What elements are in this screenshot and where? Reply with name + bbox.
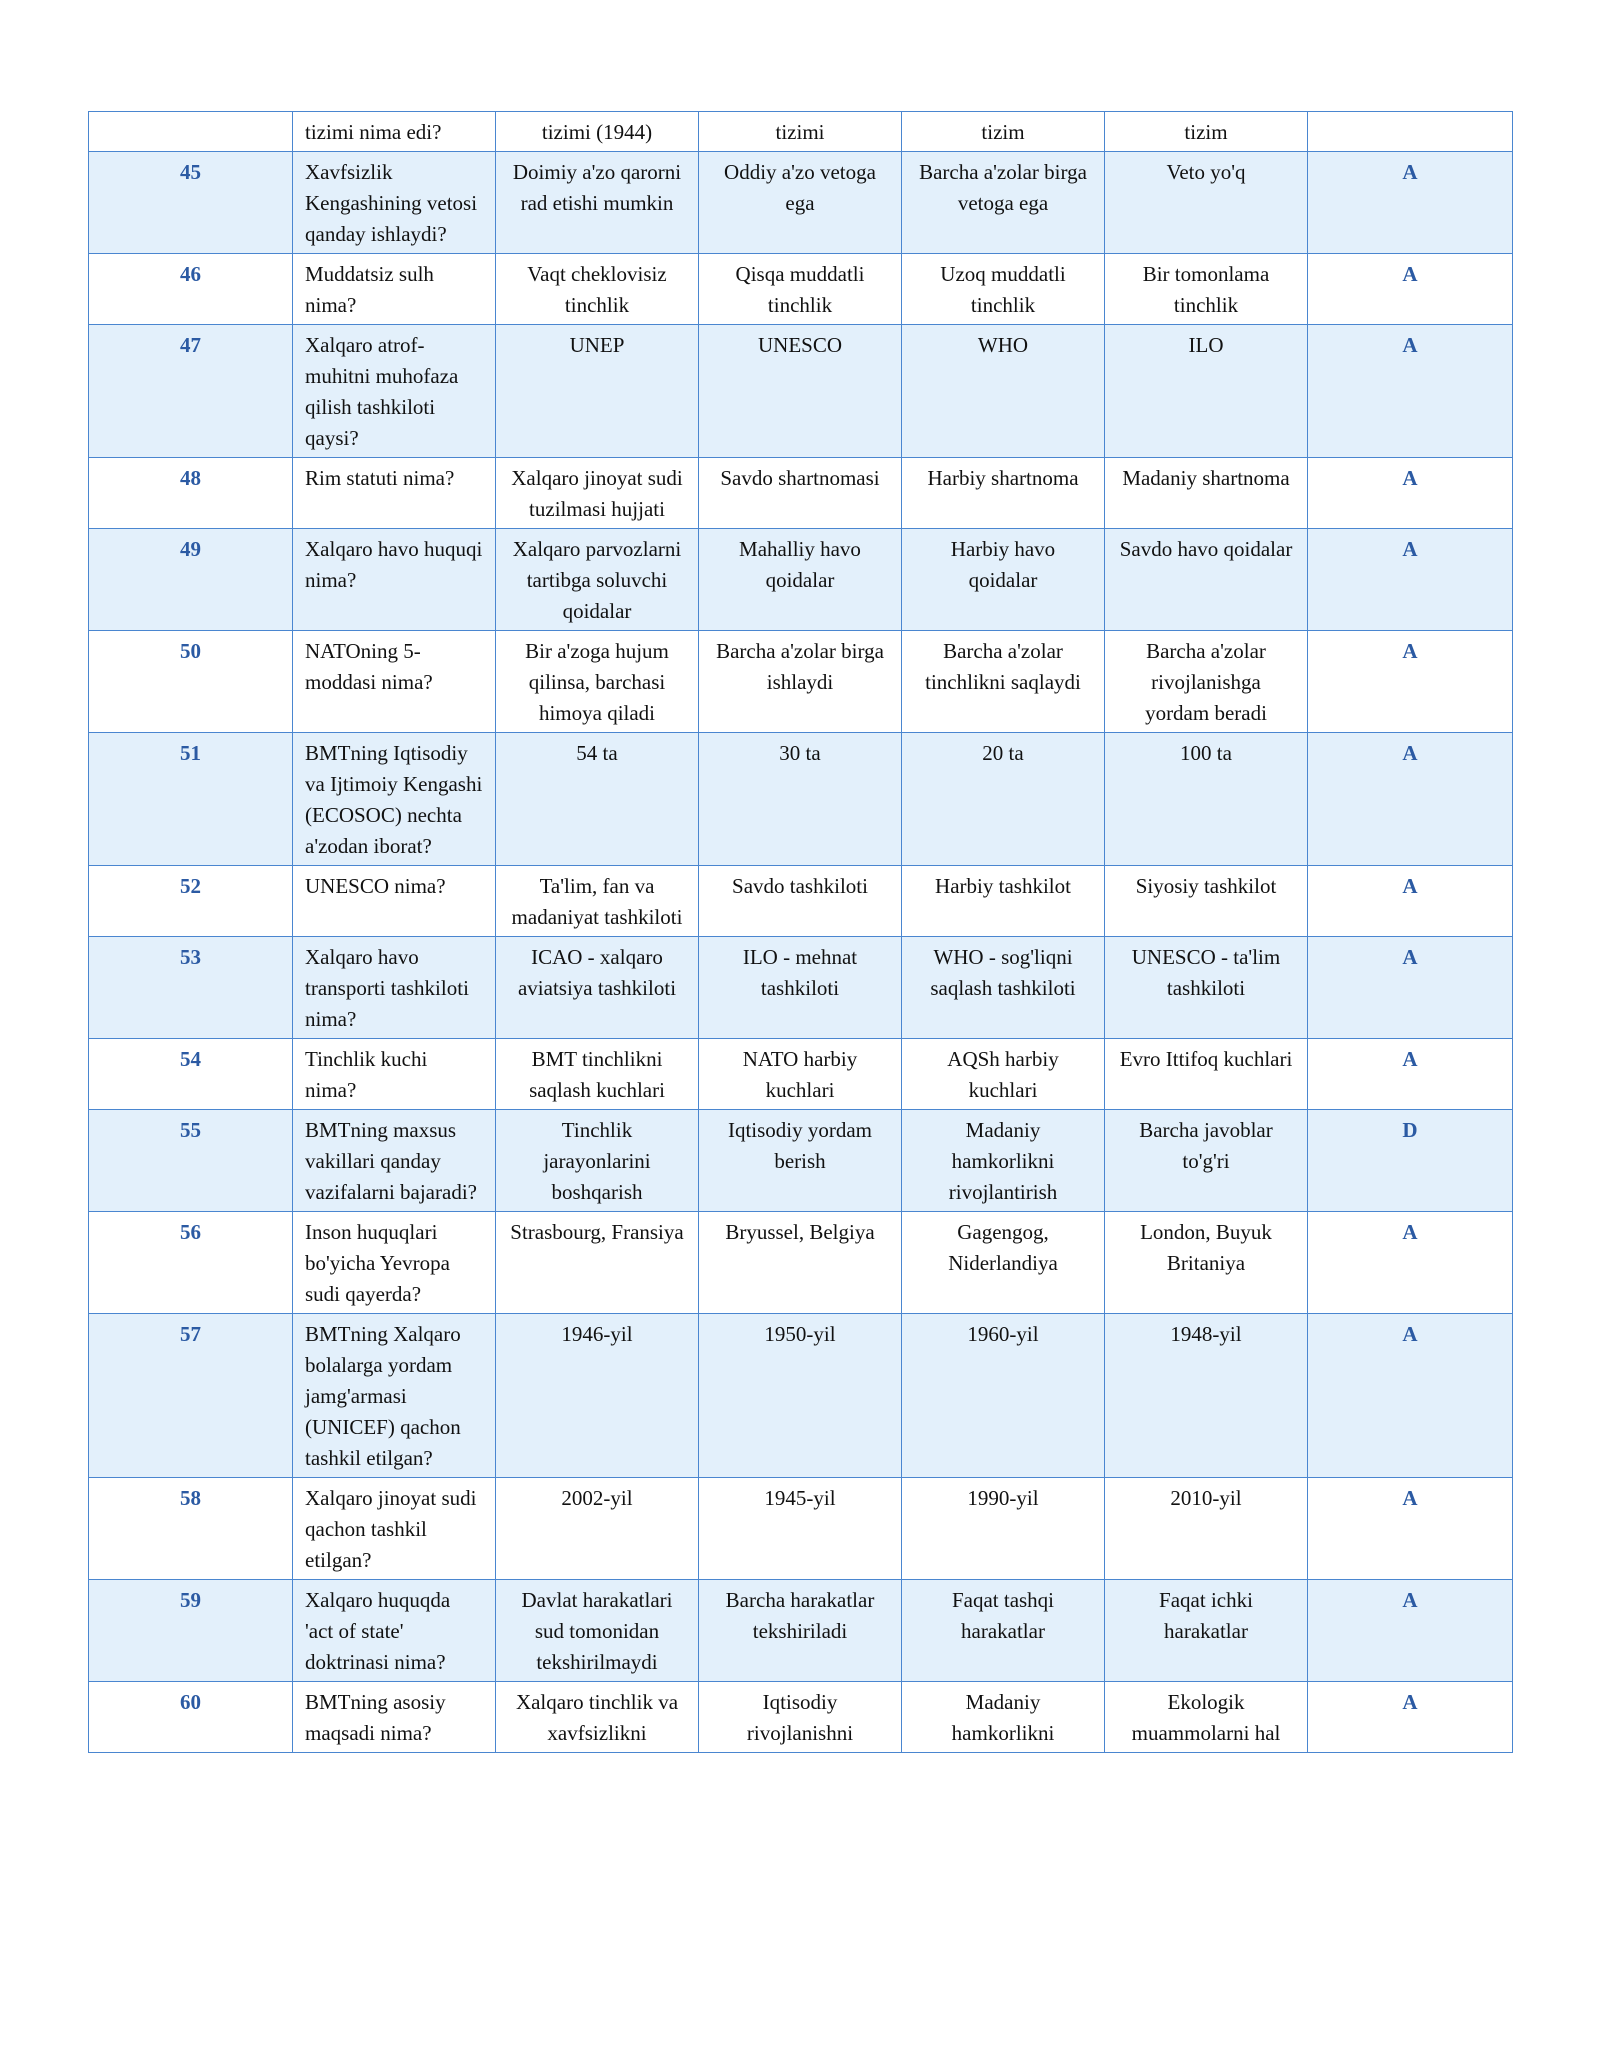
option-a: 54 ta: [496, 733, 699, 866]
table-row: [89, 1580, 1513, 1682]
question-text: Xalqaro huquqda 'act of state' doktrinasi nima?: [293, 1580, 496, 1682]
question-number: [89, 112, 293, 152]
question-text: Tinchlik kuchi nima?: [293, 1039, 496, 1110]
table-row: [89, 733, 1513, 866]
table-row: [89, 1682, 1513, 1753]
option-b: Qisqa muddatli tinchlik: [699, 254, 902, 325]
table-row: [89, 458, 1513, 529]
option-c: Madaniy hamkorlikni: [902, 1682, 1105, 1753]
option-d: UNESCO - ta'lim tashkiloti: [1105, 937, 1308, 1039]
option-b: NATO harbiy kuchlari: [699, 1039, 902, 1110]
correct-answer: A: [1308, 1039, 1513, 1110]
question-text: BMTning maxsus vakillari qanday vazifalarni bajaradi?: [293, 1110, 496, 1212]
question-number: 53: [89, 937, 293, 1039]
table-row: [89, 529, 1513, 631]
option-c: Barcha a'zolar tinchlikni saqlaydi: [902, 631, 1105, 733]
option-d: ILO: [1105, 325, 1308, 458]
correct-answer: A: [1308, 529, 1513, 631]
correct-answer: A: [1308, 866, 1513, 937]
option-c: WHO - sog'liqni saqlash tashkiloti: [902, 937, 1105, 1039]
option-b: UNESCO: [699, 325, 902, 458]
correct-answer: A: [1308, 458, 1513, 529]
option-b: Iqtisodiy rivojlanishni: [699, 1682, 902, 1753]
question-text: Rim statuti nima?: [293, 458, 496, 529]
option-b: 1945-yil: [699, 1478, 902, 1580]
option-a: Xalqaro tinchlik va xavfsizlikni: [496, 1682, 699, 1753]
option-d: 100 ta: [1105, 733, 1308, 866]
question-number: 48: [89, 458, 293, 529]
option-c: 1960-yil: [902, 1314, 1105, 1478]
option-b: Bryussel, Belgiya: [699, 1212, 902, 1314]
option-d: Bir tomonlama tinchlik: [1105, 254, 1308, 325]
option-b: Barcha harakatlar tekshiriladi: [699, 1580, 902, 1682]
option-c: Harbiy shartnoma: [902, 458, 1105, 529]
table-row: [89, 1478, 1513, 1580]
question-number: 52: [89, 866, 293, 937]
question-number: 45: [89, 152, 293, 254]
option-a: Xalqaro parvozlarni tartibga soluvchi qoidalar: [496, 529, 699, 631]
table-row: [89, 112, 1513, 152]
option-a: Ta'lim, fan va madaniyat tashkiloti: [496, 866, 699, 937]
question-text: Xalqaro havo transporti tashkiloti nima?: [293, 937, 496, 1039]
option-a: Davlat harakatlari sud tomonidan tekshirilmaydi: [496, 1580, 699, 1682]
option-a: Tinchlik jarayonlarini boshqarish: [496, 1110, 699, 1212]
option-c: Gagengog, Niderlandiya: [902, 1212, 1105, 1314]
document-page: [88, 111, 1512, 1753]
table-row: [89, 937, 1513, 1039]
option-c: Madaniy hamkorlikni rivojlantirish: [902, 1110, 1105, 1212]
option-d: Madaniy shartnoma: [1105, 458, 1308, 529]
table-row: [89, 325, 1513, 458]
option-d: Faqat ichki harakatlar: [1105, 1580, 1308, 1682]
option-a: Bir a'zoga hujum qilinsa, barchasi himoya qiladi: [496, 631, 699, 733]
correct-answer: A: [1308, 733, 1513, 866]
option-c: 20 ta: [902, 733, 1105, 866]
table-row: [89, 866, 1513, 937]
question-text: NATOning 5-moddasi nima?: [293, 631, 496, 733]
table-row: [89, 254, 1513, 325]
quiz-table-body: [89, 112, 1513, 1753]
option-d: Barcha javoblar to'g'ri: [1105, 1110, 1308, 1212]
question-text: Inson huquqlari bo'yicha Yevropa sudi qayerda?: [293, 1212, 496, 1314]
table-row: [89, 1314, 1513, 1478]
option-c: Harbiy tashkilot: [902, 866, 1105, 937]
table-row: [89, 152, 1513, 254]
question-text: Muddatsiz sulh nima?: [293, 254, 496, 325]
correct-answer: D: [1308, 1110, 1513, 1212]
question-number: 47: [89, 325, 293, 458]
option-b: Savdo shartnomasi: [699, 458, 902, 529]
question-number: 51: [89, 733, 293, 866]
option-d: tizim: [1105, 112, 1308, 152]
correct-answer: A: [1308, 254, 1513, 325]
question-text: BMTning Xalqaro bolalarga yordam jamg'armasi (UNICEF) qachon tashkil etilgan?: [293, 1314, 496, 1478]
question-text: Xalqaro jinoyat sudi qachon tashkil etilgan?: [293, 1478, 496, 1580]
question-number: 60: [89, 1682, 293, 1753]
question-number: 49: [89, 529, 293, 631]
table-row: [89, 631, 1513, 733]
option-a: Vaqt cheklovisiz tinchlik: [496, 254, 699, 325]
correct-answer: A: [1308, 325, 1513, 458]
option-a: Strasbourg, Fransiya: [496, 1212, 699, 1314]
question-number: 56: [89, 1212, 293, 1314]
question-number: 50: [89, 631, 293, 733]
option-c: Uzoq muddatli tinchlik: [902, 254, 1105, 325]
option-d: Savdo havo qoidalar: [1105, 529, 1308, 631]
option-d: Veto yo'q: [1105, 152, 1308, 254]
question-number: 46: [89, 254, 293, 325]
question-number: 57: [89, 1314, 293, 1478]
question-text: tizimi nima edi?: [293, 112, 496, 152]
option-c: AQSh harbiy kuchlari: [902, 1039, 1105, 1110]
option-a: 1946-yil: [496, 1314, 699, 1478]
option-b: Savdo tashkiloti: [699, 866, 902, 937]
table-row: [89, 1110, 1513, 1212]
question-number: 54: [89, 1039, 293, 1110]
option-c: WHO: [902, 325, 1105, 458]
option-b: 1950-yil: [699, 1314, 902, 1478]
option-d: London, Buyuk Britaniya: [1105, 1212, 1308, 1314]
correct-answer: A: [1308, 1478, 1513, 1580]
option-b: Mahalliy havo qoidalar: [699, 529, 902, 631]
correct-answer: A: [1308, 1580, 1513, 1682]
option-a: UNEP: [496, 325, 699, 458]
correct-answer: A: [1308, 1682, 1513, 1753]
quiz-table: [88, 111, 1513, 1753]
correct-answer: [1308, 112, 1513, 152]
option-d: Ekologik muammolarni hal: [1105, 1682, 1308, 1753]
question-text: BMTning asosiy maqsadi nima?: [293, 1682, 496, 1753]
option-d: Barcha a'zolar rivojlanishga yordam beradi: [1105, 631, 1308, 733]
question-number: 55: [89, 1110, 293, 1212]
correct-answer: A: [1308, 152, 1513, 254]
option-c: 1990-yil: [902, 1478, 1105, 1580]
option-d: 1948-yil: [1105, 1314, 1308, 1478]
option-a: Doimiy a'zo qarorni rad etishi mumkin: [496, 152, 699, 254]
option-b: 30 ta: [699, 733, 902, 866]
question-text: Xalqaro havo huquqi nima?: [293, 529, 496, 631]
question-number: 59: [89, 1580, 293, 1682]
option-a: BMT tinchlikni saqlash kuchlari: [496, 1039, 699, 1110]
option-b: Oddiy a'zo vetoga ega: [699, 152, 902, 254]
option-a: Xalqaro jinoyat sudi tuzilmasi hujjati: [496, 458, 699, 529]
option-b: Barcha a'zolar birga ishlaydi: [699, 631, 902, 733]
correct-answer: A: [1308, 1314, 1513, 1478]
option-a: tizimi (1944): [496, 112, 699, 152]
option-c: Barcha a'zolar birga vetoga ega: [902, 152, 1105, 254]
option-b: tizimi: [699, 112, 902, 152]
correct-answer: A: [1308, 631, 1513, 733]
option-d: 2010-yil: [1105, 1478, 1308, 1580]
question-text: UNESCO nima?: [293, 866, 496, 937]
option-c: Faqat tashqi harakatlar: [902, 1580, 1105, 1682]
correct-answer: A: [1308, 937, 1513, 1039]
option-a: ICAO - xalqaro aviatsiya tashkiloti: [496, 937, 699, 1039]
correct-answer: A: [1308, 1212, 1513, 1314]
option-d: Siyosiy tashkilot: [1105, 866, 1308, 937]
option-b: Iqtisodiy yordam berish: [699, 1110, 902, 1212]
question-number: 58: [89, 1478, 293, 1580]
option-d: Evro Ittifoq kuchlari: [1105, 1039, 1308, 1110]
table-row: [89, 1212, 1513, 1314]
question-text: BMTning Iqtisodiy va Ijtimoiy Kengashi (ECOSOC) nechta a'zodan iborat?: [293, 733, 496, 866]
table-row: [89, 1039, 1513, 1110]
question-text: Xavfsizlik Kengashining vetosi qanday ishlaydi?: [293, 152, 496, 254]
option-c: tizim: [902, 112, 1105, 152]
question-text: Xalqaro atrof-muhitni muhofaza qilish tashkiloti qaysi?: [293, 325, 496, 458]
option-a: 2002-yil: [496, 1478, 699, 1580]
option-c: Harbiy havo qoidalar: [902, 529, 1105, 631]
option-b: ILO - mehnat tashkiloti: [699, 937, 902, 1039]
